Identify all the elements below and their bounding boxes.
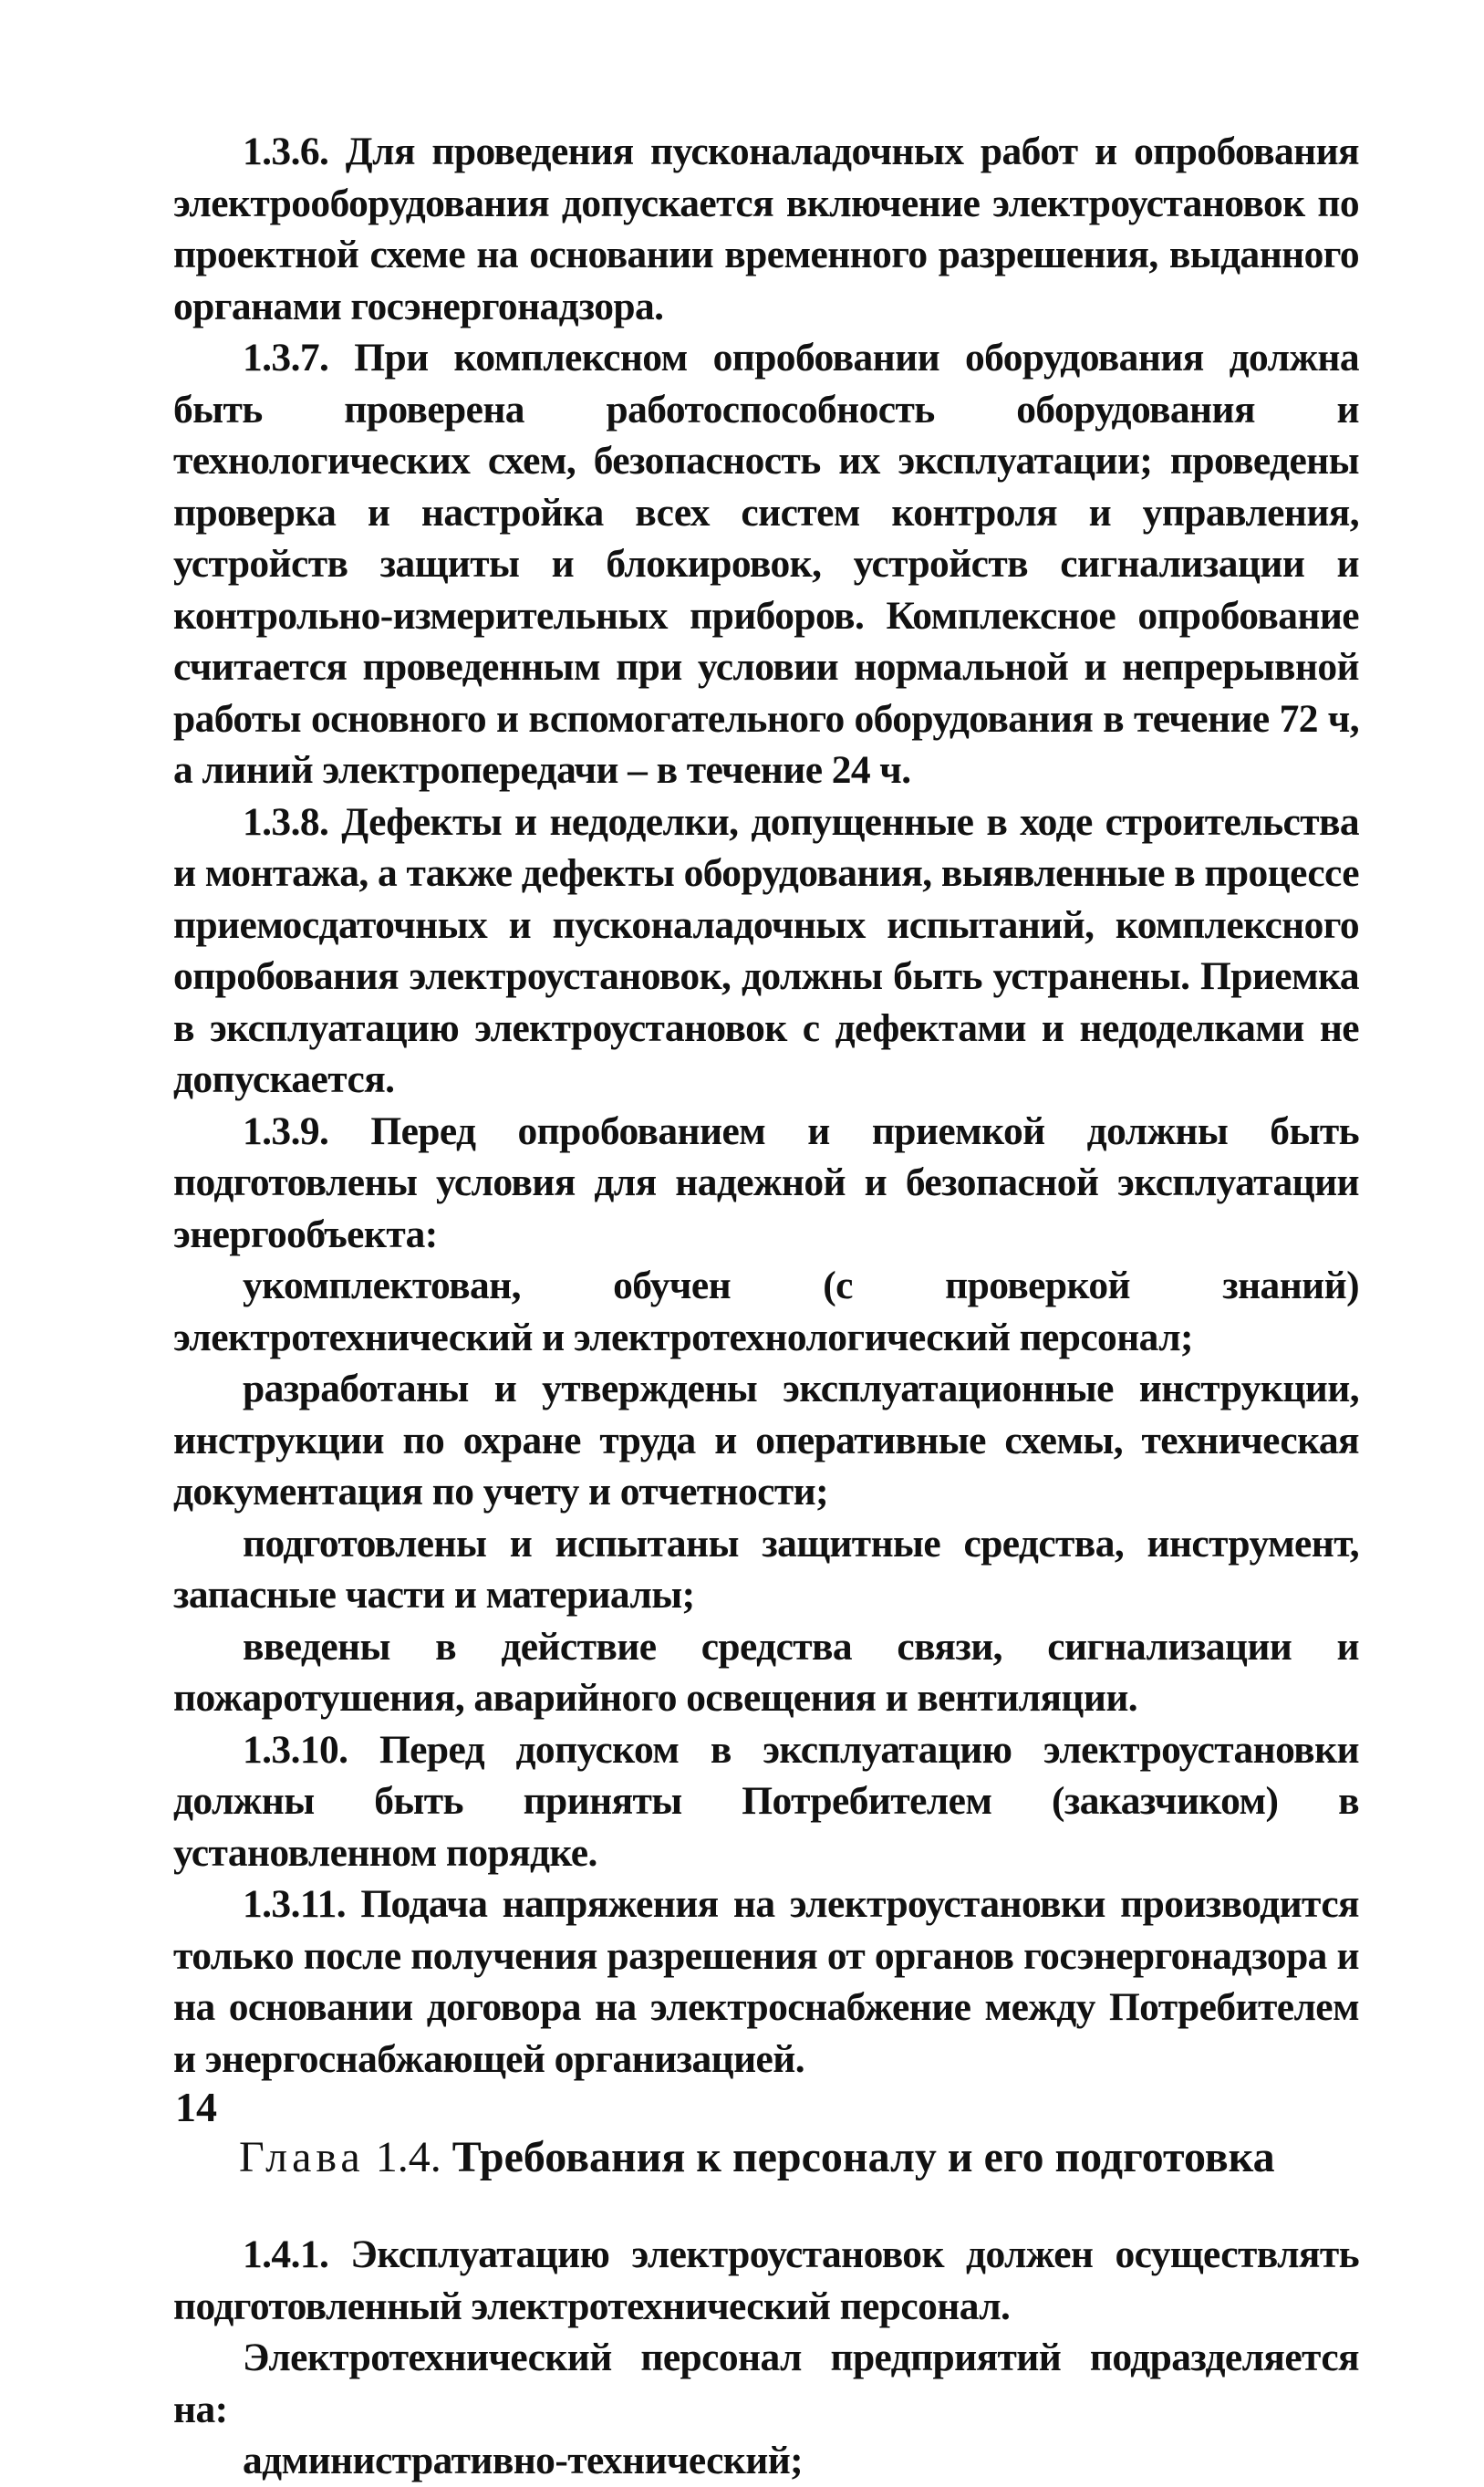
clause-number: 1.3.8.: [243, 799, 329, 844]
paragraph-text: административно-технический;: [243, 2439, 804, 2482]
paragraph-text: Для проведения пусконаладочных работ и опробования электрооборудования допускается включение электроустановок по проектной схеме на основании временного разрешения, выданного органами госэнергонадзора.: [173, 130, 1359, 328]
paragraph-text: Дефекты и недоделки, допущенные в ходе строительства и монтажа, а также дефекты оборудования, выявленные в процессе приемосдаточных и пусконаладочных испытаний, комплексного опробования электроустановок, должны быть устранены. Приемка в эксплуатацию электроустановок с дефектами и недоделками не допускается.: [173, 799, 1359, 1101]
chapter-lead: Глава: [239, 2133, 365, 2181]
chapter-title: Требования к персоналу и его подготовка: [451, 2133, 1275, 2181]
section-1-3-paragraphs: [173, 126, 1359, 2085]
paragraph: [173, 1724, 1359, 1879]
paragraph: [173, 2435, 1359, 2487]
clause-number: 1.3.9.: [243, 1108, 329, 1153]
paragraph-text: Подача напряжения на электроустановки производится только после получения разрешения от органов госэнергонадзора и на основании договора на электроснабжение между Потребителем и энергоснабжающей организацией.: [173, 1882, 1359, 2081]
page-number: 14: [175, 2084, 217, 2130]
paragraph: [173, 2229, 1359, 2332]
clause-number: 1.3.10.: [243, 1727, 348, 1772]
paragraph: [173, 1621, 1359, 1724]
paragraph-text: Перед допуском в эксплуатацию электроустановки должны быть приняты Потребителем (заказчиком) в установленном порядке.: [173, 1727, 1359, 1875]
paragraph: [173, 126, 1359, 332]
paragraph: [173, 1363, 1359, 1518]
paragraph-text: Эксплуатацию электроустановок должен осуществлять подготовленный электротехнический персонал.: [173, 2232, 1359, 2328]
clause-number: 1.3.6.: [243, 130, 329, 173]
paragraph-text: Электротехнический персонал предприятий подразделяется на:: [173, 2336, 1359, 2431]
clause-number: 1.3.11.: [243, 1882, 347, 1926]
chapter-heading: [173, 2130, 1359, 2185]
clause-number: 1.3.7.: [243, 336, 329, 380]
page-content: [173, 126, 1359, 2487]
paragraph: [173, 1106, 1359, 1261]
paragraph: [173, 796, 1359, 1106]
paragraph: [173, 1878, 1359, 2085]
paragraph-text: При комплексном опробовании оборудования должна быть проверена работоспособность оборудования и технологических схем, безопасность их эксплуатации; проведены проверка и настройка всех систем контроля и управления, устройств защиты и блокировок, устройств сигнализации и контрольно-измерительных приборов. Комплексное опробование считается проведенным при условии нормальной и непрерывной работы основного и вспомогательного оборудования в течение 72 ч, а линий электропередачи – в течение 24 ч.: [173, 336, 1359, 792]
clause-number: 1.4.1.: [243, 2232, 329, 2276]
paragraph-text: введены в действие средства связи, сигнализации и пожаротушения, аварийного освещения и вентиляции.: [173, 1624, 1359, 1720]
paragraph-text: подготовлены и испытаны защитные средства, инструмент, запасные части и материалы;: [173, 1521, 1359, 1617]
paragraph: [173, 1518, 1359, 1621]
paragraph-text: разработаны и утверждены эксплуатационные инструкции, инструкции по охране труда и оперативные схемы, техническая документация по учету и отчетности;: [173, 1367, 1359, 1514]
paragraph-text: Перед опробованием и приемкой должны быть подготовлены условия для надежной и безопасной эксплуатации энергообъекта:: [173, 1108, 1359, 1256]
paragraph: [173, 2332, 1359, 2435]
paragraph: [173, 332, 1359, 796]
paragraph: [173, 1260, 1359, 1363]
paragraph-text: укомплектован, обучен (с проверкой знаний) электротехнический и электротехнологический персонал;: [173, 1264, 1359, 1359]
section-1-4-paragraphs: [173, 2229, 1359, 2487]
chapter-number: 1.4.: [375, 2133, 441, 2181]
